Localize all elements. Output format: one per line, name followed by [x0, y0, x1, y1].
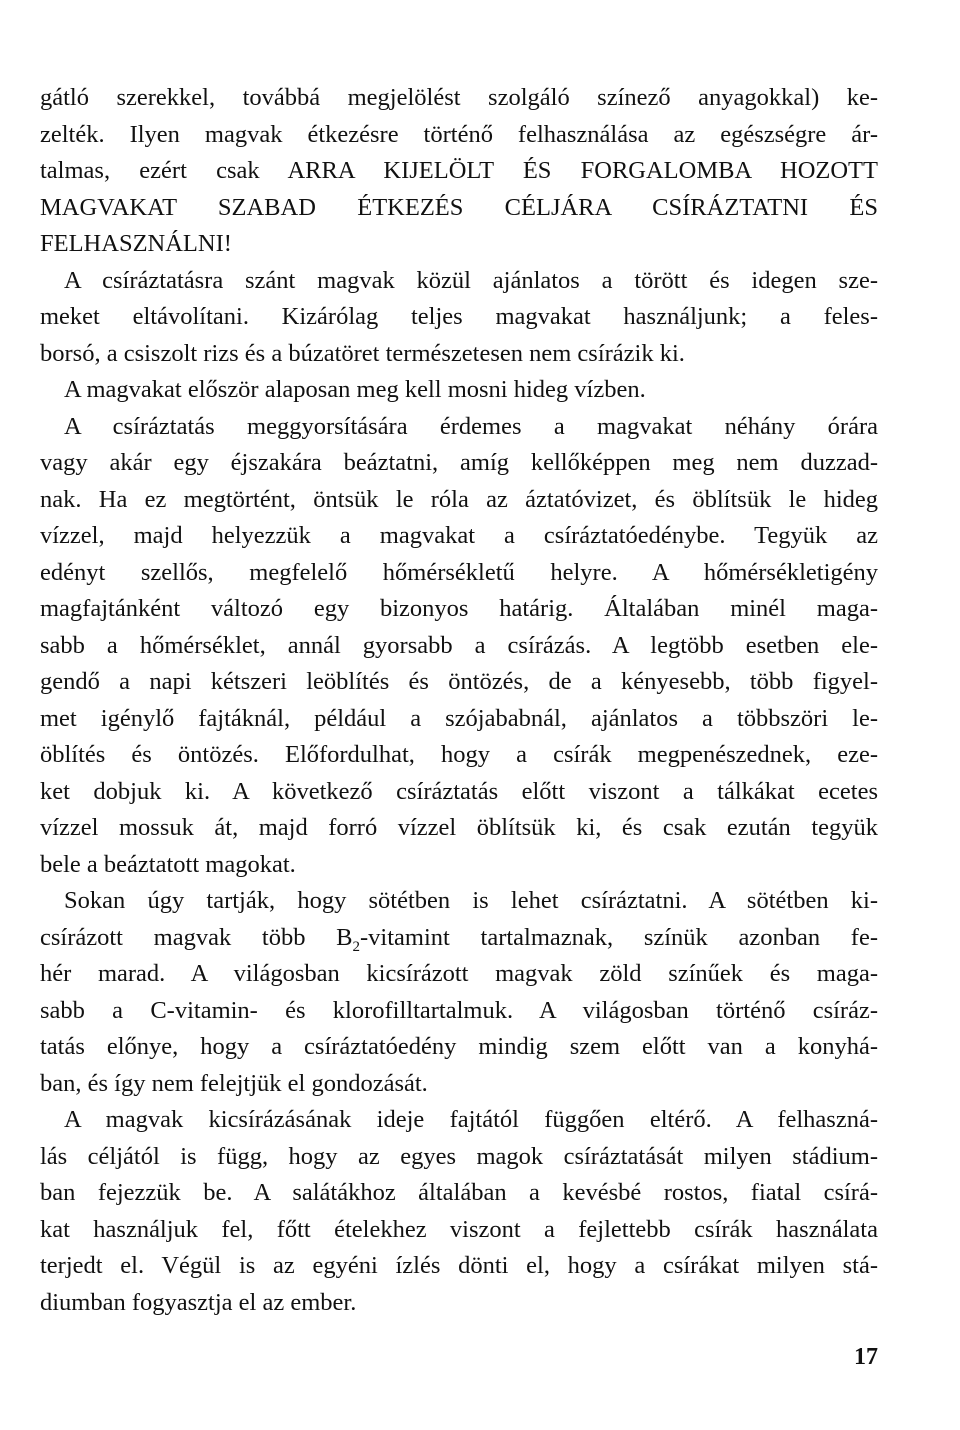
text-line: nak. Ha ez megtörtént, öntsük le róla az áztatóvizet, és öblítsük le hideg	[40, 485, 878, 513]
text-line: Sokan úgy tartják, hogy sötétben is lehet csíráztatni. A sötétben ki-	[64, 887, 878, 914]
subscript: 2	[352, 938, 361, 955]
text-line: ket dobjuk ki. A következő csíráztatás előtt viszont a tálkákat ecetes	[40, 777, 878, 805]
text-line: gátló szerekkel, továbbá megjelölést szolgáló színező anyagokkal) ke-	[40, 84, 878, 111]
page-number: 17	[854, 1344, 878, 1370]
text-line: öblítés és öntözés. Előfordulhat, hogy a csírák megpenészednek, eze-	[40, 741, 878, 768]
text-line	[40, 920, 878, 957]
text-line: A csíráztatás meggyorsítására érdemes a magvakat néhány órára	[64, 412, 878, 440]
text-line: MAGVAKAT SZABAD ÉTKEZÉS CÉLJÁRA CSÍRÁZTATNI ÉS	[40, 193, 878, 221]
text-line: vízzel mossuk át, majd forró vízzel öblítsük ki, és csak ezután tegyük	[40, 814, 878, 841]
text-line: lás céljától is függ, hogy az egyes magok csíráztatását milyen stádium-	[40, 1142, 878, 1170]
text-line: met igénylő fajtáknál, például a szójababnál, ajánlatos a többszöri le-	[40, 704, 878, 732]
text-line: talmas, ezért csak ARRA KIJELÖLT ÉS FORGALOMBA HOZOTT	[40, 157, 878, 184]
text-segment: -vitamint tartalmaznak, színük azonban fe-	[360, 923, 878, 951]
text-line: edényt szellős, megfelelő hőmérsékletű helyre. A hőmérsékletigény	[40, 558, 878, 586]
text-line: sabb a C-vitamin- és klorofilltartalmuk. A világosban történő csíráz-	[40, 996, 878, 1024]
text-line: terjedt el. Végül is az egyéni ízlés dönti el, hogy a csírákat milyen stá-	[40, 1252, 878, 1279]
text-line: A magvakat először alaposan meg kell mosni hideg vízben.	[64, 376, 646, 403]
text-line: meket eltávolítani. Kizárólag teljes magvakat használjunk; a feles-	[40, 303, 878, 330]
text-line: borsó, a csiszolt rizs és a búzatöret természetesen nem csírázik ki.	[40, 339, 685, 367]
text-segment: csírázott magvak több B	[40, 923, 353, 951]
text-line: ban, és így nem felejtjük el gondozását.	[40, 1069, 428, 1097]
text-line: kat használjuk fel, főtt ételekhez viszont a fejlettebb csírák használata	[40, 1215, 878, 1243]
text-line: A magvak kicsírázásának ideje fajtától függően eltérő. A felhaszná-	[64, 1106, 878, 1133]
text-line: sabb a hőmérséklet, annál gyorsabb a csírázás. A legtöbb esetben ele-	[40, 631, 878, 659]
text-line: zelték. Ilyen magvak étkezésre történő felhasználása az egészségre ár-	[40, 120, 878, 148]
text-line: tatás előnye, hogy a csíráztatóedény mindig szem előtt van a konyhá-	[40, 1033, 878, 1060]
text-line: hér marad. A világosban kicsírázott magvak zöld színűek és maga-	[40, 960, 878, 987]
text-line: ban fejezzük be. A salátákhoz általában a kevésbé rostos, fiatal csírá-	[40, 1179, 878, 1206]
text-line: A csíráztatásra szánt magvak közül ajánlatos a törött és idegen sze-	[64, 266, 878, 294]
text-line: magfajtánként változó egy bizonyos határig. Általában minél maga-	[40, 595, 878, 622]
text-line: gendő a napi kétszeri leöblítés és öntözés, de a kényesebb, több figyel-	[40, 668, 878, 695]
text-line: FELHASZNÁLNI!	[40, 230, 232, 257]
body-text	[40, 80, 878, 1321]
text-line: bele a beáztatott magokat.	[40, 850, 296, 878]
text-line: vízzel, majd helyezzük a magvakat a csíráztatóedénybe. Tegyük az	[40, 522, 878, 549]
text-line: diumban fogyasztja el az ember.	[40, 1288, 357, 1316]
text-line: vagy akár egy éjszakára beáztatni, amíg kellőképpen meg nem duzzad-	[40, 449, 878, 476]
